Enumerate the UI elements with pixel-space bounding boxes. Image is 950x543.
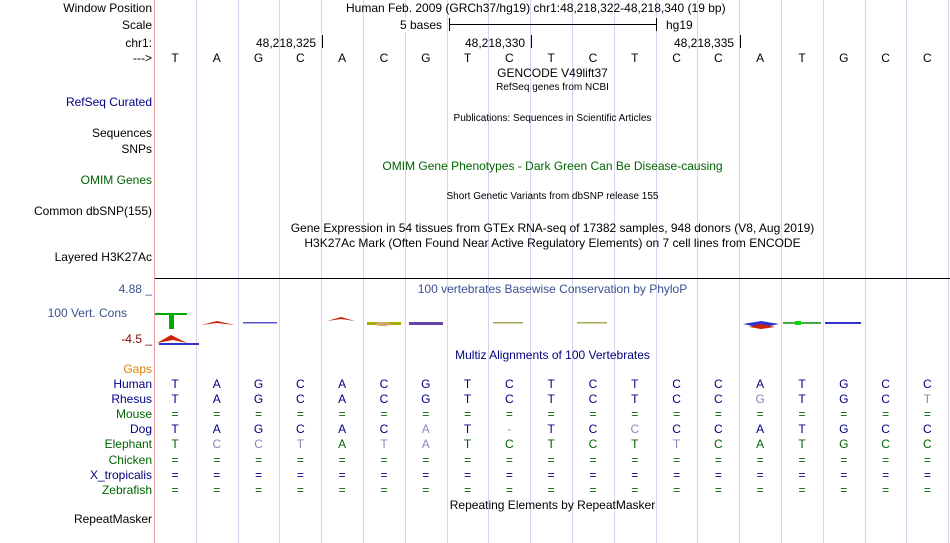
reference-base: C xyxy=(923,51,932,65)
alignment-base: C xyxy=(505,392,514,407)
cons-mark-5b xyxy=(375,322,391,326)
alignment-base: = xyxy=(338,452,346,467)
alignment-base: = xyxy=(296,482,304,497)
alignment-base: = xyxy=(756,482,764,497)
alignment-base: = xyxy=(589,482,597,497)
scale-bar-right-cap xyxy=(656,18,657,31)
alignment-base: = xyxy=(798,467,806,482)
alignment-base: = xyxy=(505,452,513,467)
alignment-base: = xyxy=(422,452,430,467)
alignment-base: = xyxy=(756,452,764,467)
alignment-base: C xyxy=(714,437,723,452)
alignment-base: G xyxy=(253,422,264,437)
alignment-base: C xyxy=(923,377,932,391)
alignment-base: G xyxy=(421,377,431,391)
multiz-track-title: Multiz Alignments of 100 Vertebrates xyxy=(455,348,650,362)
conservation-track-title: 100 vertebrates Basewise Conservation by PhyloP xyxy=(417,282,688,296)
alignment-base: = xyxy=(923,467,931,482)
alignment-base: G xyxy=(839,422,849,437)
alignment-base: = xyxy=(882,482,890,497)
alignment-base: = xyxy=(464,452,472,467)
gtex-track-title: Gene Expression in 54 tissues from GTEx RNA-seq of 17382 samples, 948 donors (V8, Aug 2019) xyxy=(290,221,815,235)
alignment-base: = xyxy=(798,407,806,422)
reference-base: C xyxy=(505,51,514,65)
alignment-base: T xyxy=(547,422,555,437)
reference-base: T xyxy=(798,51,806,65)
ruler-tick-3 xyxy=(740,35,741,48)
cons-mark-10b xyxy=(795,321,801,325)
alignment-base: = xyxy=(714,467,722,482)
alignment-base: = xyxy=(840,452,848,467)
alignment-base: = xyxy=(296,452,304,467)
alignment-base: A xyxy=(212,392,221,407)
refseq-track-label[interactable]: RefSeq Curated xyxy=(65,95,152,109)
reference-base: C xyxy=(296,51,305,65)
alignment-base: T xyxy=(463,392,472,407)
alignment-base: = xyxy=(505,467,513,482)
alignment-base: A xyxy=(421,437,430,452)
alignment-base: C xyxy=(379,392,389,407)
alignment-base: T xyxy=(547,377,555,391)
alignment-base: C xyxy=(672,377,681,391)
alignment-base: = xyxy=(714,452,722,467)
reference-base: C xyxy=(588,51,598,65)
alignment-base: = xyxy=(840,467,848,482)
conservation-max-value: 4.88 _ xyxy=(118,282,152,296)
conservation-marks xyxy=(155,313,861,345)
alignment-base: = xyxy=(255,452,263,467)
alignment-base: = xyxy=(882,452,890,467)
alignment-base: A xyxy=(756,422,765,437)
alignment-base: = xyxy=(171,467,179,482)
alignment-base: C xyxy=(588,422,598,437)
h3k27ac-track-title: H3K27Ac Mark (Often Found Near Active Regulatory Elements) on 7 cell lines from ENCODE xyxy=(304,236,801,250)
sequences-track-label[interactable]: Sequences xyxy=(91,126,152,140)
snps-track-label[interactable]: SNPs xyxy=(121,142,152,156)
alignment-base: C xyxy=(379,422,389,437)
track-divider xyxy=(155,278,950,279)
alignment-base: = xyxy=(631,407,639,422)
alignment-base: = xyxy=(756,407,764,422)
gaps-track-label[interactable]: Gaps xyxy=(123,362,152,376)
alignment-base: = xyxy=(255,467,263,482)
alignment-base: = xyxy=(882,407,890,422)
alignment-base: = xyxy=(923,452,931,467)
alignment-base: A xyxy=(212,377,221,391)
ruler-tick-1 xyxy=(322,35,323,48)
alignment-base: = xyxy=(464,467,472,482)
alignment-base: T xyxy=(171,422,179,437)
alignment-base: A xyxy=(338,437,347,452)
alignment-base: = xyxy=(505,482,513,497)
alignment-base: C xyxy=(923,422,932,437)
alignment-base: = xyxy=(631,452,639,467)
ruler-position-3: 48,218,335 xyxy=(674,36,735,50)
cons-mark-8 xyxy=(577,322,607,324)
alignment-base: G xyxy=(839,437,849,452)
alignment-base: C xyxy=(714,377,723,391)
cons-mark-1 xyxy=(155,313,187,315)
species-label[interactable]: X_tropicalis xyxy=(89,467,152,482)
alignment-base: = xyxy=(673,467,681,482)
strand-label: ---> xyxy=(133,51,152,65)
alignment-base: = xyxy=(589,407,597,422)
alignment-base: G xyxy=(755,392,765,407)
omim-track-title: OMIM Gene Phenotypes - Dark Green Can Be Disease-causing xyxy=(382,159,723,173)
alignment-base: C xyxy=(881,377,890,391)
alignment-base: T xyxy=(672,437,681,452)
alignment-base: C xyxy=(588,437,598,452)
alignment-base: = xyxy=(798,452,806,467)
refseq-track-subtitle: RefSeq genes from NCBI xyxy=(496,82,609,93)
alignment-base: = xyxy=(171,482,179,497)
alignment-base: T xyxy=(798,392,806,407)
alignment-base: C xyxy=(923,437,932,452)
alignment-base: C xyxy=(212,437,222,452)
alignment-base: T xyxy=(296,437,305,452)
reference-base: G xyxy=(253,51,264,65)
alignment-base: T xyxy=(171,392,179,407)
scale-text: 5 bases xyxy=(400,18,443,32)
alignment-base: C xyxy=(296,377,305,391)
window-position-value: Human Feb. 2009 (GRCh37/hg19) chr1:48,218,322-48,218,340 (19 bp) xyxy=(346,1,726,15)
reference-base: A xyxy=(212,51,221,65)
alignment-base: = xyxy=(714,482,722,497)
reference-base: G xyxy=(421,51,431,65)
alignment-base: = xyxy=(171,407,179,422)
omim-track-label[interactable]: OMIM Genes xyxy=(80,173,152,187)
alignment-base: T xyxy=(798,377,806,391)
dbsnp-track-title: Short Genetic Variants from dbSNP release 155 xyxy=(446,191,659,202)
alignment-base: T xyxy=(171,377,179,391)
alignment-base: = xyxy=(422,407,430,422)
cons-mark-11 xyxy=(825,322,861,324)
reference-base: T xyxy=(171,51,179,65)
alignment-base: T xyxy=(631,437,639,452)
alignment-base: C xyxy=(588,377,598,391)
conservation-track-label[interactable]: 100 Vert. Cons xyxy=(47,306,127,320)
alignment-base: = xyxy=(923,482,931,497)
alignment-base: = xyxy=(923,407,931,422)
alignment-base: A xyxy=(756,377,765,391)
alignment-base: = xyxy=(505,407,513,422)
alignment-base: T xyxy=(463,377,472,391)
alignment-base: C xyxy=(881,392,890,407)
cons-mark-3 xyxy=(243,322,277,324)
alignment-base: = xyxy=(338,467,346,482)
alignment-base: T xyxy=(923,392,932,407)
cons-mark-10 xyxy=(783,322,821,324)
reference-base: A xyxy=(756,51,765,65)
reference-base: C xyxy=(379,51,389,65)
scale-label: Scale xyxy=(121,18,152,32)
alignment-base: - xyxy=(507,422,512,437)
cons-mark-2 xyxy=(201,321,235,325)
alignment-base: = xyxy=(380,452,388,467)
alignment-base: = xyxy=(631,482,639,497)
alignment-base: = xyxy=(840,407,848,422)
alignment-base: T xyxy=(631,392,639,407)
alignment-base: = xyxy=(255,407,263,422)
alignment-base: C xyxy=(296,392,305,407)
alignment-base: T xyxy=(798,437,806,452)
alignment-base: C xyxy=(714,392,723,407)
scale-assembly: hg19 xyxy=(666,18,693,32)
conservation-wiggle-plot xyxy=(155,310,950,350)
reference-base: T xyxy=(463,51,472,65)
alignment-base: = xyxy=(798,482,806,497)
species-label[interactable]: Dog xyxy=(129,422,152,437)
species-label[interactable]: Human xyxy=(113,377,152,391)
alignment-base: = xyxy=(380,467,388,482)
alignment-base: = xyxy=(422,482,430,497)
cons-mark-1-red xyxy=(157,335,187,343)
alignment-base: T xyxy=(547,392,555,407)
alignment-base: A xyxy=(756,437,765,452)
alignment-base: = xyxy=(213,452,221,467)
alignment-base: C xyxy=(588,392,598,407)
cons-mark-7 xyxy=(493,322,523,324)
alignment-base: C xyxy=(505,437,514,452)
reference-base: G xyxy=(839,51,849,65)
cons-mark-1-stem xyxy=(169,315,174,329)
alignment-base: = xyxy=(464,482,472,497)
alignment-base: G xyxy=(253,377,264,391)
alignment-base: T xyxy=(547,437,555,452)
alignment-base: C xyxy=(296,422,305,437)
alignment-base: = xyxy=(213,482,221,497)
cons-mark-1-blue xyxy=(159,343,199,345)
repeatmasker-track-label[interactable]: RepeatMasker xyxy=(73,512,152,526)
conservation-min-value: -4.5 _ xyxy=(121,332,152,346)
alignment-base: C xyxy=(881,437,890,452)
alignment-base: C xyxy=(881,422,890,437)
ruler-position-2: 48,218,330 xyxy=(465,36,526,50)
alignment-base: G xyxy=(839,392,849,407)
alignment-base: = xyxy=(213,407,221,422)
reference-base: C xyxy=(714,51,723,65)
species-label[interactable]: Rhesus xyxy=(111,392,152,407)
alignment-base: C xyxy=(672,392,681,407)
alignment-base: = xyxy=(756,467,764,482)
gencode-track-title[interactable]: GENCODE V49lift37 xyxy=(497,66,608,80)
alignment-base: = xyxy=(338,482,346,497)
h3k27ac-track-label[interactable]: Layered H3K27Ac xyxy=(54,250,152,264)
alignment-base: C xyxy=(672,422,681,437)
alignment-base: = xyxy=(422,467,430,482)
alignment-base: C xyxy=(379,377,389,391)
alignment-base: = xyxy=(840,482,848,497)
alignment-base: G xyxy=(839,377,849,391)
reference-base: T xyxy=(547,51,555,65)
species-label[interactable]: Elephant xyxy=(104,437,152,452)
alignment-base: = xyxy=(589,452,597,467)
repeatmasker-track-title: Repeating Elements by RepeatMasker xyxy=(449,498,656,512)
alignment-base: = xyxy=(631,467,639,482)
alignment-base: = xyxy=(589,467,597,482)
cons-mark-6 xyxy=(409,322,443,325)
alignment-base: = xyxy=(380,407,388,422)
reference-base: C xyxy=(881,51,890,65)
alignment-base: C xyxy=(630,422,640,437)
alignment-base: G xyxy=(421,392,431,407)
species-label[interactable]: Chicken xyxy=(108,452,152,467)
alignment-base: C xyxy=(714,422,723,437)
publications-track-title: Publications: Sequences in Scientific Articles xyxy=(453,113,652,124)
scale-bar xyxy=(449,24,656,25)
window-position-label: Window Position xyxy=(63,1,152,15)
alignment-base: A xyxy=(338,422,347,437)
ruler-position-1: 48,218,325 xyxy=(256,36,317,50)
alignment-base: G xyxy=(253,392,264,407)
alignment-base: = xyxy=(547,482,555,497)
alignment-base: A xyxy=(338,377,347,391)
alignment-base: T xyxy=(171,437,179,452)
alignment-base: = xyxy=(673,407,681,422)
alignment-base: T xyxy=(798,422,806,437)
alignment-base: A xyxy=(338,392,347,407)
alignment-base: A xyxy=(212,422,221,437)
reference-base: T xyxy=(631,51,639,65)
dbsnp-track-label[interactable]: Common dbSNP(155) xyxy=(33,204,152,218)
species-label[interactable]: Mouse xyxy=(115,407,152,422)
alignment-base: = xyxy=(714,407,722,422)
alignment-base: T xyxy=(463,422,472,437)
alignment-base: = xyxy=(255,482,263,497)
alignment-base: T xyxy=(631,377,639,391)
alignment-base: = xyxy=(882,467,890,482)
alignment-base: = xyxy=(547,467,555,482)
alignment-base: = xyxy=(464,407,472,422)
alignment-base: = xyxy=(171,452,179,467)
alignment-base: = xyxy=(380,482,388,497)
scale-bar-left-cap xyxy=(449,18,450,31)
alignment-base: = xyxy=(547,452,555,467)
chromosome-label: chr1: xyxy=(125,36,152,50)
alignment-base: = xyxy=(213,467,221,482)
alignment-base: = xyxy=(296,407,304,422)
alignment-base: T xyxy=(463,437,472,452)
cons-mark-4 xyxy=(327,317,355,321)
alignment-base: = xyxy=(673,452,681,467)
reference-base: C xyxy=(672,51,681,65)
alignment-base: A xyxy=(421,422,430,437)
species-label[interactable]: Zebrafish xyxy=(101,482,152,497)
alignment-base: T xyxy=(380,437,388,452)
alignment-base: = xyxy=(547,407,555,422)
alignment-base: C xyxy=(254,437,263,452)
alignment-base: = xyxy=(338,407,346,422)
alignment-base: = xyxy=(296,467,304,482)
alignment-base: C xyxy=(505,377,514,391)
ruler-tick-2 xyxy=(531,35,532,48)
reference-base: A xyxy=(338,51,347,65)
alignment-base: = xyxy=(673,482,681,497)
